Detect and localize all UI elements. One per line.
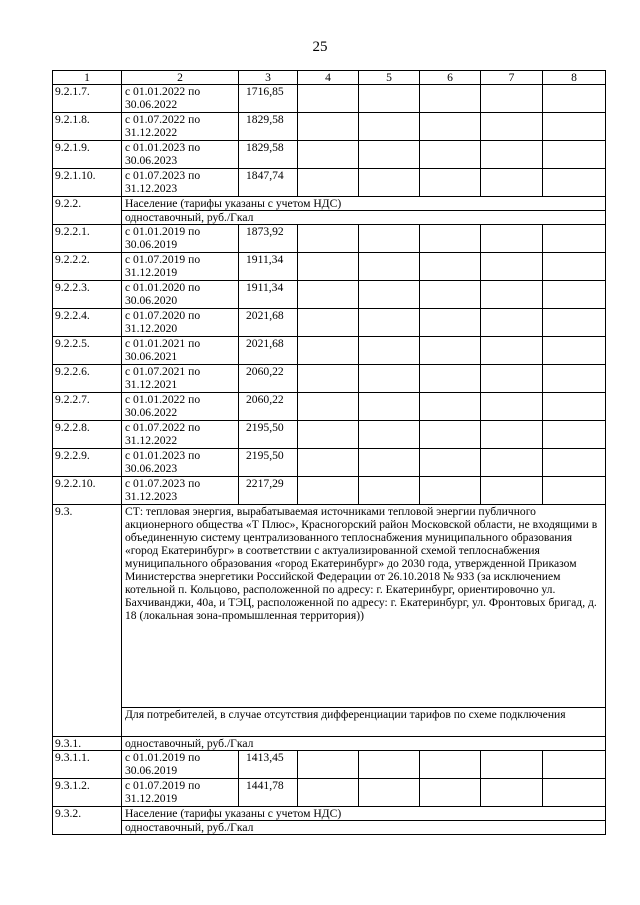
empty-cell [543, 337, 606, 365]
empty-cell [543, 85, 606, 113]
period-cell [122, 169, 239, 197]
empty-cell [359, 421, 420, 449]
period-cell [122, 113, 239, 141]
empty-cell [481, 337, 543, 365]
empty-cell [359, 751, 420, 779]
tariff-value: 2060,22 [239, 365, 298, 393]
empty-cell [420, 309, 481, 337]
empty-cell [298, 365, 359, 393]
empty-cell [298, 751, 359, 779]
table-row [53, 141, 606, 169]
empty-cell [481, 393, 543, 421]
row-number: 9.3.1.1. [53, 751, 122, 779]
empty-cell [420, 365, 481, 393]
empty-cell [420, 337, 481, 365]
header-cell: 5 [359, 71, 420, 85]
tariff-value: 2060,22 [239, 393, 298, 421]
period-start: с 01.07.2021 по [125, 365, 201, 378]
row-number: 9.3.2. [53, 807, 122, 835]
row-number: 9.2.2.3. [53, 281, 122, 309]
table-row [53, 337, 606, 365]
period-end: 31.12.2019 [125, 266, 178, 279]
period-cell [122, 225, 239, 253]
empty-cell [481, 365, 543, 393]
tariff-value: 1413,45 [239, 751, 298, 779]
table-row [53, 751, 606, 779]
period-end: 31.12.2023 [125, 182, 178, 195]
empty-cell [543, 225, 606, 253]
table-row [53, 449, 606, 477]
tariff-value: 1829,58 [239, 141, 298, 169]
tariff-value: 2021,68 [239, 337, 298, 365]
section-description: СТ: тепловая энергия, вырабатываемая источниками тепловой энергии публичного акционерного общества «Т Плюс», Красногорский район Московской области, не входящими в объединенную систему централизованного теплоснабжения муниципального образования «город Екатеринбург» в соответствии с актуализированной схемой теплоснабжения муниципального образования «город Екатеринбург» до 2030 года, утвержденной Приказом Министерства энергетики Российской Федерации от 26.10.2018 № 933 (за исключением котельной п. Кольцово, расположенной по адресу: г. Екатеринбург, ориентировочно ул. Бахчиванджи, 40а, и ТЭЦ, расположенной по адресу: г. Екатеринбург, ул. Фронтовых бригад, д. 18 (локальная зона-промышленная территория)) [122, 505, 606, 708]
empty-cell [359, 449, 420, 477]
header-cell: 1 [53, 71, 122, 85]
empty-cell [359, 393, 420, 421]
period-end: 30.06.2020 [125, 294, 178, 307]
section-note: Для потребителей, в случае отсутствия дифференциации тарифов по схеме подключения [122, 708, 606, 737]
empty-cell [481, 141, 543, 169]
empty-cell [359, 779, 420, 807]
period-start: с 01.07.2022 по [125, 113, 201, 126]
period-cell [122, 337, 239, 365]
period-end: 30.06.2023 [125, 462, 178, 475]
period-cell [122, 477, 239, 505]
empty-cell [420, 141, 481, 169]
empty-cell [481, 477, 543, 505]
empty-cell [481, 85, 543, 113]
period-start: с 01.01.2023 по [125, 449, 201, 462]
empty-cell [481, 169, 543, 197]
empty-cell [298, 393, 359, 421]
table-row [53, 421, 606, 449]
empty-cell [359, 85, 420, 113]
period-cell [122, 141, 239, 169]
table-row [53, 225, 606, 253]
period-cell [122, 309, 239, 337]
table-row [53, 505, 606, 708]
table-row [53, 309, 606, 337]
row-number: 9.2.2.5. [53, 337, 122, 365]
header-cell: 2 [122, 71, 239, 85]
empty-cell [420, 449, 481, 477]
tariff-value: 1716,85 [239, 85, 298, 113]
table-body [53, 71, 606, 835]
row-number: 9.2.2.9. [53, 449, 122, 477]
table-row [53, 821, 606, 835]
period-start: с 01.01.2023 по [125, 141, 201, 154]
empty-cell [481, 113, 543, 141]
row-number: 9.2.2.6. [53, 365, 122, 393]
section-unit: одноставочный, руб./Гкал [122, 737, 606, 751]
header-cell: 7 [481, 71, 543, 85]
empty-cell [298, 281, 359, 309]
empty-cell [298, 779, 359, 807]
tariff-value: 2195,50 [239, 449, 298, 477]
period-end: 31.12.2022 [125, 434, 178, 447]
tariff-value: 1911,34 [239, 281, 298, 309]
empty-cell [481, 225, 543, 253]
empty-cell [420, 225, 481, 253]
tariff-value: 1911,34 [239, 253, 298, 281]
empty-cell [481, 309, 543, 337]
period-start: с 01.07.2019 по [125, 253, 201, 266]
header-cell: 8 [543, 71, 606, 85]
period-start: с 01.01.2019 по [125, 225, 201, 238]
table-row [53, 169, 606, 197]
empty-cell [298, 85, 359, 113]
period-cell [122, 393, 239, 421]
header-cell: 4 [298, 71, 359, 85]
empty-cell [359, 225, 420, 253]
period-cell [122, 365, 239, 393]
empty-cell [420, 751, 481, 779]
period-start: с 01.07.2023 по [125, 477, 201, 490]
row-number: 9.2.2.8. [53, 421, 122, 449]
empty-cell [298, 113, 359, 141]
table-row [53, 197, 606, 211]
empty-cell [543, 113, 606, 141]
header-cell: 6 [420, 71, 481, 85]
period-end: 31.12.2020 [125, 322, 178, 335]
empty-cell [543, 365, 606, 393]
period-end: 30.06.2022 [125, 406, 178, 419]
empty-cell [543, 449, 606, 477]
empty-cell [359, 309, 420, 337]
period-cell [122, 449, 239, 477]
empty-cell [298, 477, 359, 505]
period-end: 31.12.2022 [125, 126, 178, 139]
empty-cell [359, 281, 420, 309]
period-start: с 01.01.2019 по [125, 751, 201, 764]
empty-cell [298, 225, 359, 253]
period-start: с 01.01.2021 по [125, 337, 201, 350]
empty-cell [359, 337, 420, 365]
period-end: 31.12.2019 [125, 792, 178, 805]
period-cell [122, 281, 239, 309]
empty-cell [420, 477, 481, 505]
empty-cell [359, 113, 420, 141]
row-number: 9.2.2.7. [53, 393, 122, 421]
row-number: 9.2.1.7. [53, 85, 122, 113]
empty-cell [543, 281, 606, 309]
empty-cell [359, 141, 420, 169]
table-row [53, 737, 606, 751]
row-number: 9.3.1. [53, 737, 122, 751]
period-start: с 01.07.2023 по [125, 169, 201, 182]
empty-cell [359, 253, 420, 281]
section-title: Население (тарифы указаны с учетом НДС) [122, 197, 606, 211]
empty-cell [543, 393, 606, 421]
empty-cell [420, 421, 481, 449]
empty-cell [420, 393, 481, 421]
table-row [53, 113, 606, 141]
period-cell [122, 779, 239, 807]
period-end: 30.06.2019 [125, 238, 178, 251]
empty-cell [420, 253, 481, 281]
table-row [53, 779, 606, 807]
row-number: 9.2.2.2. [53, 253, 122, 281]
period-cell [122, 421, 239, 449]
table-row [53, 365, 606, 393]
empty-cell [543, 141, 606, 169]
period-start: с 01.01.2022 по [125, 393, 201, 406]
header-row [53, 71, 606, 85]
empty-cell [298, 169, 359, 197]
header-cell: 3 [239, 71, 298, 85]
period-end: 30.06.2021 [125, 350, 178, 363]
period-start: с 01.07.2022 по [125, 421, 201, 434]
empty-cell [298, 449, 359, 477]
period-end: 31.12.2021 [125, 378, 178, 391]
empty-cell [481, 751, 543, 779]
empty-cell [298, 253, 359, 281]
empty-cell [298, 421, 359, 449]
period-cell [122, 751, 239, 779]
tariff-table [52, 70, 606, 835]
table-row [53, 253, 606, 281]
empty-cell [359, 169, 420, 197]
row-number: 9.3. [53, 505, 122, 737]
period-end: 30.06.2022 [125, 98, 178, 111]
table-row [53, 393, 606, 421]
empty-cell [298, 309, 359, 337]
row-number: 9.2.1.8. [53, 113, 122, 141]
empty-cell [298, 337, 359, 365]
row-number: 9.2.2. [53, 197, 122, 225]
empty-cell [481, 281, 543, 309]
table-row [53, 708, 606, 737]
tariff-value: 1873,92 [239, 225, 298, 253]
period-start: с 01.07.2019 по [125, 779, 201, 792]
period-cell [122, 85, 239, 113]
empty-cell [543, 421, 606, 449]
row-number: 9.2.2.1. [53, 225, 122, 253]
table-row [53, 281, 606, 309]
section-unit: одноставочный, руб./Гкал [122, 821, 606, 835]
empty-cell [543, 779, 606, 807]
empty-cell [420, 85, 481, 113]
row-number: 9.2.1.10. [53, 169, 122, 197]
row-number: 9.2.1.9. [53, 141, 122, 169]
empty-cell [420, 169, 481, 197]
row-number: 9.3.1.2. [53, 779, 122, 807]
empty-cell [543, 169, 606, 197]
tariff-value: 1829,58 [239, 113, 298, 141]
period-start: с 01.07.2020 по [125, 309, 201, 322]
empty-cell [420, 113, 481, 141]
section-title: Население (тарифы указаны с учетом НДС) [122, 807, 606, 821]
empty-cell [481, 253, 543, 281]
table-row [53, 807, 606, 821]
row-number: 9.2.2.10. [53, 477, 122, 505]
row-number: 9.2.2.4. [53, 309, 122, 337]
period-end: 30.06.2023 [125, 154, 178, 167]
empty-cell [359, 365, 420, 393]
empty-cell [420, 281, 481, 309]
empty-cell [543, 309, 606, 337]
tariff-value: 1847,74 [239, 169, 298, 197]
empty-cell [420, 779, 481, 807]
table-row [53, 477, 606, 505]
period-end: 31.12.2023 [125, 490, 178, 503]
page-number: 25 [312, 39, 328, 55]
empty-cell [481, 779, 543, 807]
period-cell [122, 253, 239, 281]
table-row [53, 211, 606, 225]
empty-cell [481, 449, 543, 477]
tariff-value: 2021,68 [239, 309, 298, 337]
period-start: с 01.01.2022 по [125, 85, 201, 98]
empty-cell [543, 751, 606, 779]
empty-cell [481, 421, 543, 449]
tariff-value: 2195,50 [239, 421, 298, 449]
tariff-value: 2217,29 [239, 477, 298, 505]
empty-cell [298, 141, 359, 169]
empty-cell [359, 477, 420, 505]
period-start: с 01.01.2020 по [125, 281, 201, 294]
empty-cell [543, 477, 606, 505]
section-unit: одноставочный, руб./Гкал [122, 211, 606, 225]
table-row [53, 85, 606, 113]
period-end: 30.06.2019 [125, 764, 178, 777]
empty-cell [543, 253, 606, 281]
tariff-value: 1441,78 [239, 779, 298, 807]
